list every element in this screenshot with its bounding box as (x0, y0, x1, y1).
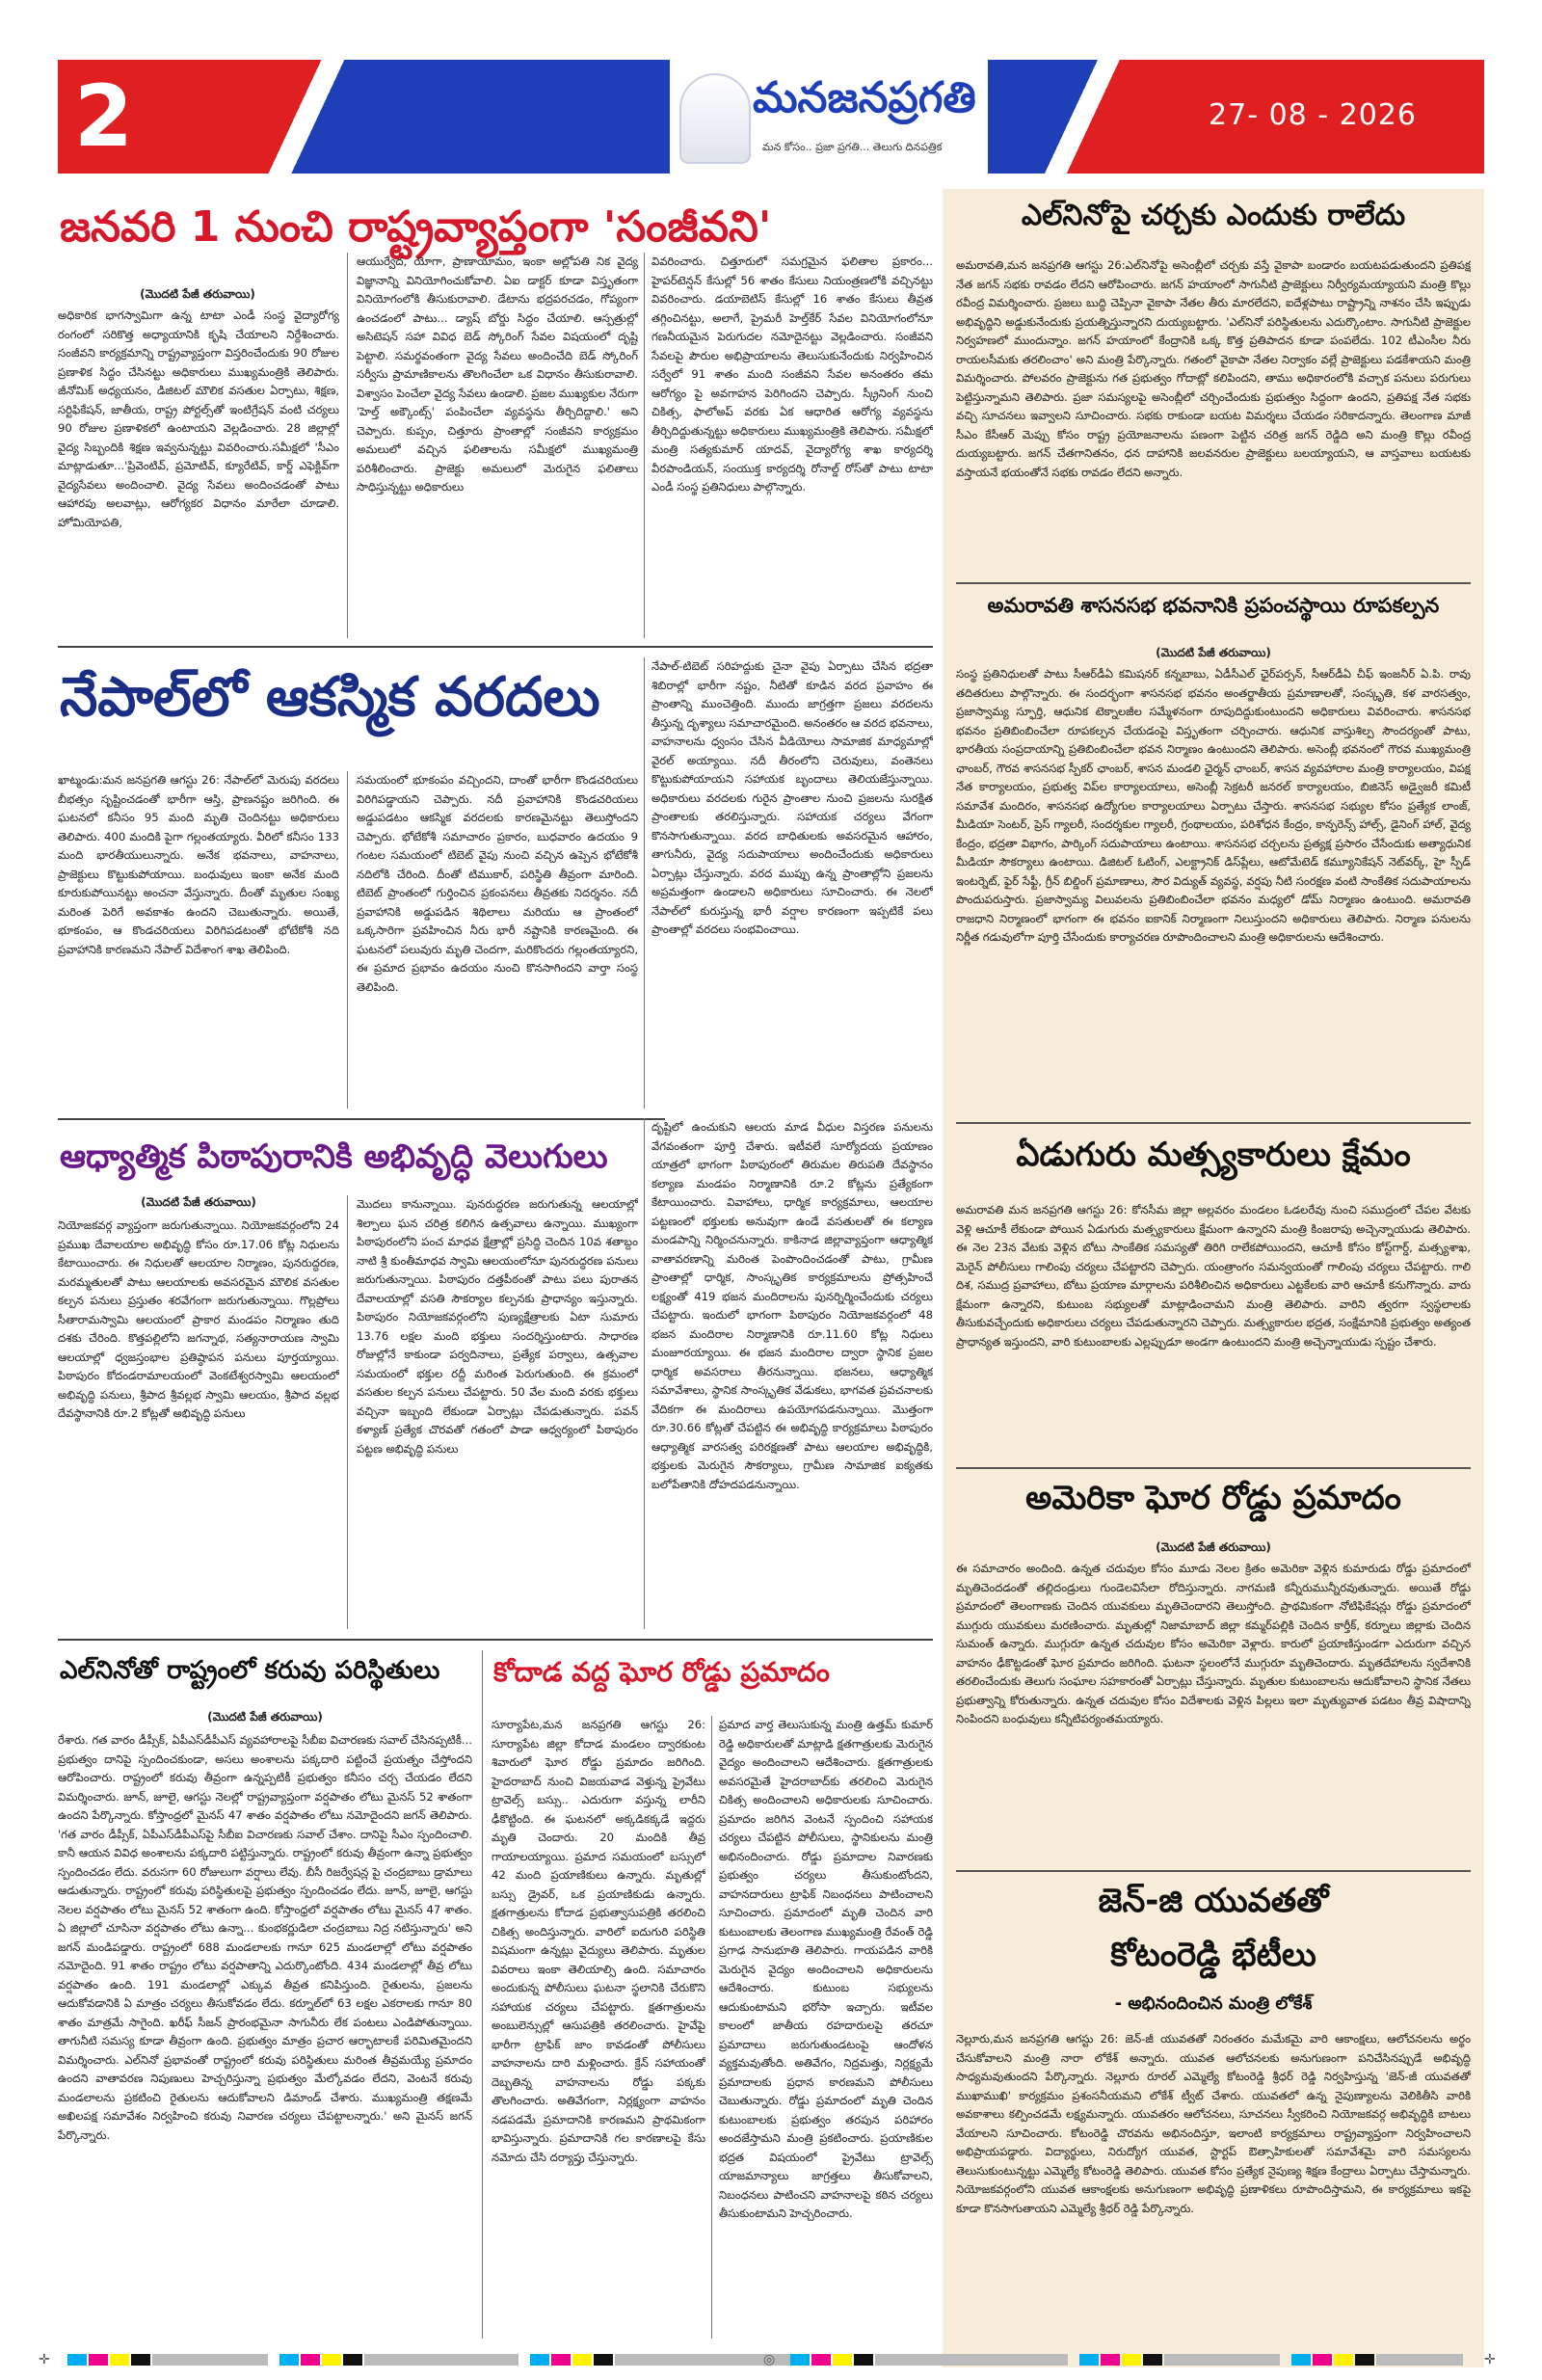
color-bar (833, 2354, 852, 2366)
amaravati-body: సంస్థ ప్రతినిధులతో పాటు సీఆర్‌డీఏ కమిషనర్ కన్నబాబు, ఏడీసీఎల్ ఛైర్‌పర్సన్, సీఆర్‌డీఏ చీఫ్ ఇంజనీర్ ఏ.పి. రావు తదితరులు పాల్గొన్నారు. ఈ సందర్భంగా శాసనసభ భవనం అంతర్జాతీయ ప్రమాణాలతో, సంస్కృతి, కళ వారసత్వం, ప్రజాస్వామ్య స్ఫూర్తి, ఆధునిక టెక్నాలజీల సమ్మేళనంగా రూపుదిద్దుకుంటుందని అధికారులు వివరించారు. శాసనసభ భవనం ప్రతిబింబించేలా రూపకల్పన చేయడంపై విస్తృతంగా చర్చించారు. ఆధునిక వాస్తుశిల్ప సౌందర్యంతో పాటు, భారతీయ సంప్రదాయాన్ని ప్రతిబింబించేలా భవన నిర్మాణం ఉంటుందని తెలిపారు. అసెంబ్లీ భవనంలో గౌరవ ముఖ్యమంత్రి ఛాంబర్, గౌరవ శాసనసభ స్పీకర్ ఛాంబర్, శాసన మండలి ఛైర్మన్ ఛాంబర్, శాసన వ్యవహారాల మంత్రి కార్యాలయం, విపక్ష నేత కార్యాలయం, ప్రభుత్వ విప్‌ల కార్యాలయాలు, అసెంబ్లీ సెక్రటరీ జనరల్ కార్యాలయం, బిజినెస్ అడ్వైజరీ కమిటీ సమావేశ మందిరం, శాసనసభ ఉద్యోగుల కార్యాలయాలు ఏర్పాటు చేస్తారు. శాసనసభ సభ్యుల కోసం ప్రత్యేక లాంజ్, మీడియా సెంటర్, ప్రెస్ గ్యాలరీ, సందర్శకుల గ్యాలరీ, గ్రంథాలయం, పరిశోధన కేంద్రం, కాన్ఫరెన్స్ హాల్స్, డైనింగ్ హాల్, వైద్య కేంద్రం, భద్రతా విభాగం, పార్కింగ్ సదుపాయాలు ఉంటాయి. శాసనసభ చర్చలను ప్రత్యక్ష ప్రసారం చేసేందుకు అత్యాధునిక మీడియా సౌకర్యాలు ఉంటాయి. డిజిటల్ ఓటింగ్, ఎలక్ట్రానిక్ డిస్‌ప్లేలు, ఆటోమేటెడ్ కమ్యూనికేషన్ నెట్‌వర్క్, హై స్పీడ్ ఇంటర్నెట్, ఫైర్ సేఫ్టీ, గ్రీన్ బిల్డింగ్ ప్రమాణాలు, సౌర విద్యుత్ వ్యవస్థ, వర్షపు నీటి సంరక్షణ వంటి సాంకేతిక సదుపాయాలను పొందుపరుస్తారు. ప్రజాస్వామ్య విలువలను ప్రతిబింబించేలా భవనం మధ్యలో డోమ్ నిర్మాణం ఉంటుంది. అమరావతి రాజధాని నిర్మాణంలో భాగంగా ఈ భవనం ఐకానిక్ నిర్మాణంగా నిలుస్తుందని అధికారులు తెలిపారు. నిర్మాణ పనులను నిర్ణీత గడువులోగా పూర్తి చేసేందుకు కార్యాచరణ రూపొందించాలని మంత్రి అధికారులను ఆదేశించారు. (956, 667, 1471, 944)
color-bar (343, 2354, 362, 2366)
masthead-stripe-left (149, 60, 670, 174)
genz-headline-line-1: జెన్-జి యువతతో (1098, 1882, 1329, 1920)
amaravati-headline: అమరావతి శాసనసభ భవనానికి ప్రపంచస్థాయి రూపకల్పన (987, 594, 1440, 617)
nepal-col-3: నేపాల్-టిబెట్ సరిహద్దుకు చైనా వైపు ఏర్పాటు చేసిన భద్రతా శిబిరాల్లో భారీగా నష్టం, నీటితో కూడిన వరద ప్రవాహం ఈ ప్రాంతాన్ని ముంచెత్తింది. ముందు జాగ్రత్తగా ప్రజలు వరదలను తీస్తున్న దృశ్యాలు సమాచారమైంది. అనంతరం ఆ వరద భవనాలు, వాహనాలను ధ్వంసం చేసిన వీడియోలు సామాజిక మాధ్యమాల్లో వైరల్ అయ్యాయి. నదీ తీరంలోని చెరువులు, వంతెనలు కొట్టుకుపోయాయని సహాయక బృందాలు తెలియజేస్తున్నాయి. అధికారులు వరదలకు గురైన ప్రాంతాల నుంచి ప్రజలను సురక్షిత ప్రాంతాలకు తరలిస్తున్నారు. సహాయక చర్యలు వేగంగా కొనసాగుతున్నాయి. వరద బాధితులకు అవసరమైన ఆహారం, తాగునీరు, వైద్య సదుపాయాలు అందించేందుకు అధికారులు ఏర్పాట్లు చేస్తున్నారు. వరద ముప్పు ఉన్న ప్రాంతాల్లోని ప్రజలను అప్రమత్తంగా ఉండాలని అధికారులు సూచించారు. ఈ నెలలో నేపాల్‌లో కురుస్తున్న భారీ వర్షాల కారణంగా ఇప్పటికే పలు ప్రాంతాల్లో వరదలు సంభవించాయి. (651, 659, 933, 936)
color-bar (1376, 2354, 1463, 2366)
color-bar (1101, 2354, 1120, 2366)
drought-continuation: (మొదటి పేజీ తరువాయి) (207, 1710, 323, 1724)
drought-headline: ఎల్‌నినోతో రాష్ట్రంలో కరువు పరిస్థితులు (60, 1656, 440, 1685)
color-bar (594, 2354, 613, 2366)
nepal-col-2: సమయంలో భూకంపం వచ్చిందని, దాంతో భారీగా కొండచరియలు విరిగిపడ్డాయని చెప్పారు. నదీ ప్రవాహానికి కొండచరియలు అడ్డుపడటం ఆకస్మిక వరదలకు కారణమైనట్టు తెలుస్తోందని చెప్పారు. భోటేకోశీ సమాచారం ప్రకారం, బుధవారం ఉదయం 9 గంటల సమయంలో టిబెట్ వైపు నుంచి వచ్చిన ఉప్పెన భోటేకోశీ నదిలోకి చేరింది. దీంతో టిముకార్, పరిస్థితి తీవ్రంగా మారింది. టిబెట్ ప్రాంతంలో గుర్తించిన ప్రకంపనలు తీవ్రతకు నిదర్శనం. నదీ ప్రవాహానికి అడ్డుపడిన శిథిలాలు మరియు ఆ ప్రాంతంలో ఒక్కసారిగా ప్రవహించిన నీరు భారీ నష్టానికి కారణమైంది. ఈ ఘటనలో పలువురు మృతి చెందగా, మరికొందరు గల్లంతయ్యారని, ఈ ప్రమాద ప్రభావం ఉదయం నుంచి కొనసాగిందని వార్తా సంస్థ తెలిపింది. (357, 773, 638, 994)
nepal-col-1: ఖాట్మండు:మన జనప్రగతి ఆగస్టు 26: నేపాల్‌లో మెరుపు వరదలు బీభత్సం సృష్టించడంతో భారీగా ఆస్తి, ప్రాణనష్టం జరిగింది. ఈ ఘటనలో కనీసం 95 మంది మృతి చెందినట్టు అధికారులు తెలిపారు. 400 మందికి పైగా గల్లంతయ్యారు. వీరిలో కనీసం 133 మంది భారతీయులున్నారు. అనేక భవనాలు, వాహనాలు, ప్రాజెక్టులు కొట్టుకుపోయాయి. బంధువులు ఇంకా అనేక మంది కూరుకుపోయినట్టు అంచనా వేస్తున్నారు. దీంతో మృతుల సంఖ్య మరింత పెరిగే అవకాశం ఉందని చెబుతున్నారు. అయితే, భూకంపం, ఆ కొండచరియలు విరిగిపడటంతో భోటేకోశీ నది ప్రవాహానికి కారణమని నేపాల్ విదేశాంగ శాఖ తెలిపింది. (58, 773, 339, 956)
color-bar (572, 2354, 592, 2366)
color-bar (875, 2354, 1068, 2366)
column-divider (644, 1118, 645, 1629)
fishermen-body: అమరావతి మన జనప్రగతి ఆగస్టు 26: కోనసీమ జిల్లా అల్లవరం మండలం ఓడలరేవు నుంచి సముద్రంలో చేపల వేటకు వెళ్లి ఆచూకీ లేకుండా పోయిన ఏడుగురు మత్స్యకారులు క్షేమంగా ఉన్నారని మంత్రి కింజరాపు అచ్చెన్నాయుడు తెలిపారు. ఈ నెల 23న వేటకు వెళ్లిన బోటు సాంకేతిక సమస్యతో తిరిగి రాలేకపోయిందని, ఆచూకీ కోసం కోస్ట్‌గార్డ్, మత్స్యశాఖ, మెరైన్ పోలీసులు గాలింపు చర్యలు చేపట్టారని చెప్పారు. యంత్రాంగం సమన్వయంతో గాలింపు చర్యలు చేపట్టారు. గాలి దిశ, సముద్ర ప్రవాహాలు, బోటు ప్రయాణ మార్గాలను పరిశీలించిన అధికారులు ఎట్టకేలకు వారి ఆచూకీ కనుగొన్నారు. వారు క్షేమంగా ఉన్నారని, కుటుంబ సభ్యులతో మాట్లాడించామని మంత్రి తెలిపారు. వారిని త్వరగా స్వస్థలాలకు తీసుకువచ్చేందుకు అధికారులు చర్యలు చేపడుతున్నారని చెప్పారు. మత్స్యకారుల భద్రత, సంక్షేమానికి ప్రభుత్వం అత్యంత ప్రాధాన్యత ఇస్తుందని, వారి కుటుంబాలకు ఎల్లప్పుడూ అండగా ఉంటుందని మంత్రి అచ్చెన్నాయుడు స్పష్టం చేశారు. (956, 1203, 1471, 1349)
paper-tagline: మన కోసం.. ప్రజా ప్రగతి... తెలుగు దినపత్రిక (762, 141, 943, 153)
pithapuram-headline: ఆధ్యాత్మిక పిఠాపురానికి అభివృద్ధి వెలుగులు (60, 1137, 608, 1176)
masthead (58, 60, 1484, 174)
color-bar (1164, 2354, 1280, 2366)
nepal-headline: నేపాల్‌లో ఆకస్మిక వరదలు (60, 665, 600, 729)
color-bar (811, 2354, 831, 2366)
color-bar (152, 2354, 268, 2366)
color-bar (322, 2354, 341, 2366)
registration-mark-icon: ✛ (39, 2352, 50, 2367)
color-bar (279, 2354, 299, 2366)
elnino-debate-headline: ఎల్‌నినోపై చర్చకు ఎందుకు రాలేదు (1021, 199, 1406, 232)
america-continuation: (మొదటి పేజీ తరువాయి) (1156, 1540, 1271, 1554)
color-bar (1313, 2354, 1332, 2366)
registration-mark-icon: ✛ (1484, 2352, 1496, 2367)
print-registration-strip (39, 2352, 1503, 2367)
column-divider (644, 253, 645, 638)
kodada-col-1: సూర్యాపేట,మన జనప్రగతి ఆగస్టు 26: సూర్యాపేట జిల్లా కోదాడ మండలం ద్వారకుంట శివారులో ఘోర రోడ్డు ప్రమాదం జరిగింది. హైదరాబాద్ నుంచి విజయవాడ వెళ్తున్న ప్రైవేటు ట్రావెల్స్ బస్సు.. ఎదురుగా వస్తున్న లారీని ఢీకొట్టింది. ఈ ఘటనలో అక్కడికక్కడే ఇద్దరు మృతి చెందారు. 20 మందికి తీవ్ర గాయాలయ్యాయి. ప్రమాద సమయంలో బస్సులో 42 మంది ప్రయాణికులు ఉన్నారు. మృతుల్లో బస్సు డ్రైవర్, ఒక ప్రయాణికుడు ఉన్నారు. క్షతగాత్రులను కోదాడ ప్రభుత్వాసుపత్రికి తరలించి చికిత్స అందిస్తున్నారు. వారిలో ఐదుగురి పరిస్థితి విషమంగా ఉన్నట్లు వైద్యులు తెలిపారు. మృతుల వివరాలు ఇంకా తెలియాల్సి ఉంది. సమాచారం అందుకున్న పోలీసులు ఘటనా స్థలానికి చేరుకొని సహాయక చర్యలు చేపట్టారు. క్షతగాత్రులను అంబులెన్సుల్లో ఆసుపత్రికి తరలించారు. హైవేపై భారీగా ట్రాఫిక్ జాం కావడంతో పోలీసులు వాహనాలను దారి మళ్లించారు. క్రేన్ సహాయంతో దెబ్బతిన్న వాహనాలను రోడ్డు పక్కకు తొలగించారు. అతివేగంగా, నిర్లక్ష్యంగా వాహనం నడపడమే ప్రమాదానికి కారణమని ప్రాథమికంగా భావిస్తున్నారు. ప్రమాదానికి గల కారణాలపై కేసు నమోదు చేసి దర్యాప్తు చేస్తున్నారు. (492, 1718, 705, 2164)
amaravati-continuation: (మొదటి పేజీ తరువాయి) (1156, 646, 1271, 659)
column-divider (644, 657, 645, 1109)
america-headline: అమెరికా ఘోర రోడ్డు ప్రమాదం (1025, 1479, 1401, 1517)
color-bar (551, 2354, 571, 2366)
color-bar (131, 2354, 150, 2366)
genz-headline-line-2: కోటంరెడ్డి భేటీలు (1110, 1936, 1316, 1974)
pithapuram-col-1: నియోజకవర్గ వ్యాప్తంగా జరుగుతున్నాయి. నియోజకవర్గంలోని 24 ప్రముఖ దేవాలయాల అభివృద్ధి కోసం రూ.17.06 కోట్ల నిధులను కేటాయించారు. ఈ నిధులతో ఆలయాల నిర్మాణం, పునరుద్ధరణ, మరమ్మతులతో పాటు ఆలయాలకు అవసరమైన మౌలిక వసతుల కల్పన పనులు ప్రస్తుతం శరవేగంగా జరుగుతున్నాయి. గొల్లప్రోలు సీతారామస్వామి ఆలయంలో ప్రాకార మండపం నిర్మాణం తుది దశకు చేరింది. కొత్తపల్లిలోని జగన్నాథ, సత్యనారాయణ స్వామి ఆలయాల్లో ధ్వజస్తంభాల ప్రతిష్ఠాపన పనులు పూర్తయ్యాయి. పిఠాపురం కోదండరామాలయంలో వెంకటేశ్వరస్వామి ఆలయంలో అభివృద్ధి పనులు, శ్రీపాద శ్రీవల్లభ స్వామి ఆలయం, శ్రీపాద వల్లభ దేవస్థానానికి రూ.2 కోట్లతో అభివృద్ధి పనులు (58, 1218, 339, 1420)
column-divider (347, 253, 348, 638)
color-bar (790, 2354, 810, 2366)
kodada-headline: కోదాడ వద్ద ఘోర రోడ్డు ప్రమాదం (493, 1656, 830, 1688)
sanjeevani-col-1: అధికారిక భాగస్వామిగా ఉన్న టాటా ఎండీ సంస్థ వైద్యారోగ్య రంగంలో సరికొత్త అధ్యాయానికి కృషి చేయాలని నిర్దేశించారు. సంజీవని కార్యక్రమాన్ని రాష్ట్రవ్యాప్తంగా విస్తరించేందుకు 90 రోజుల ప్రణాళిక సిద్ధం చేసినట్టు అధికారులు ముఖ్యమంత్రికి తెలిపారు. జీనోమిక్ అధ్యయనం, డిజిటల్ మౌలిక వసతుల ఏర్పాటు, శిక్షణ, సర్టిఫికేషన్, జాతీయ, రాష్ట్ర పోర్టల్స్‌తో ఇంటిగ్రేషన్ వంటి చర్యలు 90 రోజుల ప్రణాళికలో ఉంటాయని వెల్లడించారు. 28 జిల్లాల్లో వైద్య సిబ్బందికి శిక్షణ ఇవ్వనున్నట్టు వివరించారు.సమీక్షలో 'సీఎం మాట్లాడుతూ...'ప్రివెంటివ్, ప్రమోటివ్, క్యూరేటివ్, కార్డ్ ఎఫెక్టివ్‌గా వైద్యసేవలు అందించాలి. వైద్య సేవలు అందించడంతో పాటు ఆహారపు అలవాట్లు, ఆరోగ్యకర విధానం మారేలా చూడాలి. హోమియోపతి, (58, 308, 339, 529)
color-bar (854, 2354, 873, 2366)
pithapuram-col-3: దృష్టిలో ఉంచుకుని ఆలయ మాడ వీధుల విస్తరణ పనులను వేగవంతంగా పూర్తి చేశారు. ఇటీవలే సూర్యోదయ ప్రయాణం యాత్రలో భాగంగా పిఠాపురంలో తిరుమల తిరుపతి దేవస్థానం కల్యాణ మండపం నిర్మాణానికి రూ.2 కోట్లను ప్రత్యేకంగా కేటాయించారు. వివాహాలు, ధార్మిక కార్యక్రమాలు, ఆలయాల పట్టణంలో భక్తులకు అనువుగా ఉండే వసతులతో ఈ కల్యాణ మండపాన్ని నిర్మించనున్నారు. కాకినాడ జిల్లావ్యాప్తంగా ఆధ్యాత్మిక వాతావరణాన్ని మరింత పెంపొందించడంతో పాటు, గ్రామీణ ప్రాంతాల్లో ధార్మిక, సాంస్కృతిక కార్యక్రమాలను ప్రోత్సహించే లక్ష్యంతో 419 భజన మందిరాలను పునర్నిర్మించేందుకు చర్యలు చేపట్టారు. ఇందులో భాగంగా పిఠాపురం నియోజకవర్గంలో 48 భజన మందిరాల నిర్మాణానికి రూ.11.60 కోట్ల నిధులు మంజూరయ్యాయి. ఈ భజన మందిరాల ద్వారా స్థానిక ప్రజల ధార్మిక అవసరాలు తీరనున్నాయి. భజనలు, ఆధ్యాత్మిక సమావేశాలు, స్థానిక సాంస్కృతిక వేడుకలు, భాగవత ప్రవచనాలకు వేదికగా ఈ మందిరాలు ఉపయోగపడనున్నాయి. మొత్తంగా రూ.30.66 కోట్లతో చేపట్టిన ఈ అభివృద్ధి కార్యక్రమాలు పిఠాపురం ఆధ్యాత్మిక వారసత్వ పరిరక్షణతో పాటు ఆలయాల అభివృద్ధికి, భక్తులకు మెరుగైన సౌకర్యాలు, గ్రామీణ సామాజిక ఐక్యతకు బలోపేతానికి దోహదపడనున్నాయి. (651, 1120, 933, 1491)
color-bar (364, 2354, 518, 2366)
genz-body: నెల్లూరు,మన జనప్రగతి ఆగస్టు 26: జెన్-జీ యువతతో నిరంతరం మమేకమై వారి ఆకాంక్షలు, ఆలోచనలను అర్థం చేసుకోవాలని మంత్రి నారా లోకేశ్ అన్నారు. యువత ఆలోచనలకు అనుగుణంగా పనిచేసినప్పుడే అభివృద్ధి సాధ్యమవుతుందని పేర్కొన్నారు. నెల్లూరు రూరల్ ఎమ్మెల్యే కోటంరెడ్డి శ్రీధర్ రెడ్డి నిర్వహిస్తున్న 'జెన్-జీ యువతతో ముఖాముఖి' కార్యక్రమం ప్రశంసనీయమని లోకేశ్ ట్వీట్ చేశారు. యువతలో ఉన్న నైపుణ్యాలను వెలికితీసి వారికి అవకాశాలు కల్పించడమే లక్ష్యమన్నారు. యువతరం ఆలోచనలు, సూచనలు స్వీకరించి నియోజకవర్గ అభివృద్ధికి బాటలు వేయాలని సూచించారు. కోటంరెడ్డి చొరవను అభినందిస్తూ, ఇలాంటి కార్యక్రమాలు రాష్ట్రవ్యాప్తంగా నిర్వహించాలని అభిప్రాయపడ్డారు. విద్యార్థులు, నిరుద్యోగ యువత, స్టార్టప్ ఔత్సాహికులతో సమావేశమై వారి సమస్యలను తెలుసుకుంటున్నట్టు ఎమ్మెల్యే కోటంరెడ్డి తెలిపారు. యువత కోసం ప్రత్యేక నైపుణ్య శిక్షణ కేంద్రాలు ఏర్పాటు చేస్తామన్నారు. నియోజకవర్గంలోని యువత ఆకాంక్షలకు అనుగుణంగా అభివృద్ధి ప్రణాళికలు రూపొందిస్తామని, ఈ కార్యక్రమాలు ఇకపై కూడా కొనసాగుతాయని ఎమ్మెల్యే శ్రీధర్ రెడ్డి పేర్కొన్నారు. (956, 2032, 1471, 2215)
elnino-debate-body: అమరావతి,మన జనప్రగతి ఆగస్టు 26:ఎల్‌నినోపై అసెంబ్లీలో చర్చకు వస్తే వైకాపా బండారం బయటపడుతుందని ప్రతిపక్ష నేత జగన్ సభకు రావడం లేదని ఆరోపించారు. జగన్ హయాంలో సాగునీటి ప్రాజెక్టులు నిర్వీర్యమయ్యాయని మంత్రి కొల్లు రవీంద్ర విమర్శించారు. ప్రజలు బుద్ధి చెప్పినా వైకాపా నేతల తీరు మారలేదని, ఐదేళ్లపాటు రాష్ట్రాన్ని నాశనం చేసి ఇప్పుడు అభివృద్ధిని అడ్డుకునేందుకు ప్రయత్నిస్తున్నారని దుయ్యబట్టారు. 'ఎల్‌నినో పరిస్థితులను ఎదుర్కొంటాం. సాగునీటి ప్రాజెక్టుల నిర్వహణలో ముందున్నాం. జగన్ హయాంలో కేంద్రానికి ఒక్క కొత్త ప్రతిపాదన కూడా పంపలేదు. 102 టీఎంసీల నీరు రాయలసీమకు తరలించాం' అని మంత్రి పేర్కొన్నారు. గతంలో వైకాపా నేతల నిర్వాకం వల్లే ప్రాజెక్టులు పడకేశాయని మంత్రి విమర్శించారు. పోలవరం ప్రాజెక్టును గత ప్రభుత్వం గోదాట్లో కలిపిందని, తాము అధికారంలోకి వచ్చాక పనులు పరుగులు పెట్టిస్తున్నామని తెలిపారు. ప్రజా సమస్యలపై అసెంబ్లీలో చర్చించేందుకు ప్రభుత్వం సిద్ధంగా ఉందని, ప్రతిపక్ష నేత సభకు వచ్చి సూచనలు ఇవ్వాలని సూచించారు. సభకు రాకుండా బయట విమర్శలు చేయడం సరికాదన్నారు. తెలంగాణ మాజీ సీఎం కేసీఆర్ మెప్పు కోసం రాష్ట్ర ప్రయోజనాలను పణంగా పెట్టిన చరిత్ర జగన్ రెడ్డిది అని మంత్రి కొల్లు రవీంద్ర దుయ్యబట్టారు. జగన్ చేతగానితనం, ధన దాహానికి జలవనరుల ప్రాజెక్టులు బలయ్యాయని, ఆ వాస్తవాలు బయటకు వస్తాయనే భయంతోనే సభకు రావడం లేదని అన్నారు. (956, 258, 1471, 479)
color-bar (615, 2354, 808, 2366)
color-bar (1079, 2354, 1099, 2366)
sanjeevani-col-3: వివరించారు. చిత్తూరులో సమగ్రమైన ఫలితాల ప్రకారం... హైపర్‌టెన్షన్ కేసుల్లో 56 శాతం కేసులు నియంత్రణలోకి వచ్చినట్టు వివరించారు. డయాబెటిస్ కేసుల్లో 16 శాతం కేసులు తీవ్రత తగ్గించినట్టు, అలాగే, ప్రైమరీ హెల్త్‌కేర్ సేవల వినియోగంలోనూ గణనీయమైన పెరుగుదల నమోదైనట్టు వెల్లడించారు. సంజీవని సేవలపై పౌరుల అభిప్రాయాలను తెలుసుకునేందుకు నిర్వహించిన సర్వేలో 91 శాతం మంది సంజీవని సేవల అనంతరం తమ ఆరోగ్యం పై అవగాహన పెరిగిందని చెప్పారు. స్క్రీనింగ్ నుంచి చికిత్స, ఫాలోఅప్ వరకు ఏక ఆధారిత ఆరోగ్య వ్యవస్థను తీర్చిదిద్దుతున్నట్టు అధికారులు ముఖ్యమంత్రికి తెలిపారు. సమీక్షలో మంత్రి సత్యకుమార్ యాదవ్, వైద్యారోగ్య శాఖ కార్యదర్శి వీరపాండియన్, సంయుక్త కార్యదర్శి రోనాల్డ్ రోస్‌తో పాటు టాటా ఎండీ సంస్థ ప్రతినిధులు పాల్గొన్నారు. (651, 254, 933, 494)
column-divider (347, 1195, 348, 1629)
masthead-stripe-right (988, 60, 1484, 174)
drought-body: రేశారు. గత వారం డీప్సీక్, ఏపీఎస్‌డీపీఎస్ వ్యవహారాలపై సీబీఐ విచారణకు సవాల్ చేసినప్పటికీ... ప్రభుత్వం దానిపై స్పందించకుండా, అసలు అంశాలను పక్కదారి పట్టించే ప్రయత్నం చేస్తోందని ఆరోపించారు. రాష్ట్రంలో కరువు తీవ్రంగా ఉన్నప్పటికీ ప్రభుత్వం కనీసం చర్చ చేయడం లేదని విమర్శించారు. జూన్, జూలై, ఆగస్టు నెలల్లో రాష్ట్రవ్యాప్తంగా వర్షపాతం లోటు మైనస్ 52 శాతంగా ఉందని పేర్కొన్నారు. కోస్తాంధ్రలో మైనస్ 47 శాతం వర్షపాతం లోటు నమోదైందని జగన్ తెలిపారు. 'గత వారం డీప్సీక్, ఏపీఎస్‌డీపీఎస్‌పై సీబీఐ విచారణకు సవాల్ చేశాం. దానిపై సీఎం స్పందించాలి. కానీ ఆయన వివిధ అంశాలను పక్కదారి పట్టిస్తున్నారు. రాష్ట్రంలో కరువు తీవ్రంగా ఉన్నా ప్రభుత్వం స్పందించడం లేదు. వరుసగా 60 రోజులుగా వర్షాలు లేవు. బీసీ రిజర్వేషన్ల పై చంద్రబాబు డ్రామాలు ఆడుతున్నారు. రాష్ట్రంలో కరువు పరిస్థితులపై ప్రభుత్వం స్పందించడం లేదు. జూన్, జూలై, ఆగస్టు నెలల వర్షపాతం లోటు మైనస్ 52 శాతంగా ఉంది. కోస్తాంధ్రలో వర్షపాతం లోటు మైనస్ 47 శాతం. ఏ జిల్లాలో చూసినా వర్షపాతం లోటు ఉన్నా... కుంభకర్ణుడిలా చంద్రబాబు నిద్ర నటిస్తున్నారు' అని జగన్ మండిపడ్డారు. రాష్ట్రంలో 688 మండలాలకు గానూ 625 మండలాల్లో లోటు వర్షపాతం నమోదైంది. 91 శాతం రాష్ట్రం లోటు వర్షపాతాన్ని ఎదుర్కొంటోంది. 434 మండలాల్లో తీవ్ర లోటు వర్షపాతం ఉంది. 191 మండలాల్లో ఎక్కువ తీవ్రత కనిపిస్తుంది. రైతులను, ప్రజలను ఆదుకోవడానికి ఏ మాత్రం చర్యలు తీసుకోవడం లేదు. కర్నూల్‌లో 63 లక్షల ఎకరాలకు గానూ 80 శాతం మాత్రమే సాగైంది. ఖరీఫ్ సీజన్ ప్రారంభమైనా సాగునీరు లేక పంటలు ఎండిపోతున్నాయి. తాగునీటి సమస్య కూడా తీవ్రంగా ఉంది. ప్రభుత్వం మాత్రం ప్రచార ఆర్భాటాలకే పరిమితమైందని విమర్శించారు. ఎల్‌నినో ప్రభావంతో రాష్ట్రంలో కరువు పరిస్థితులు మరింత తీవ్రమయ్యే ప్రమాదం ఉందని వాతావరణ నిపుణులు హెచ్చరిస్తున్నా ప్రభుత్వం మేల్కోవడం లేదని, వెంటనే కరువు మండలాలను ప్రకటించి రైతులను ఆదుకోవాలని డిమాండ్ చేశారు. ముఖ్యమంత్రి తక్షణమే అఖిలపక్ష సమావేశం నిర్వహించి కరువు నివారణ చర్యలు చేపట్టాలన్నారు.' అని మైనస్ జగన్ పేర్కొన్నారు. (58, 1733, 472, 2142)
color-bar (89, 2354, 108, 2366)
color-bar (1291, 2354, 1311, 2366)
sidebar (943, 189, 1484, 2367)
america-body: ఈ సమాచారం అందింది. ఉన్నత చదువుల కోసం మూడు నెలల క్రితం అమెరికా వెళ్లిన కుమారుడు రోడ్డు ప్రమాదంలో మృతిచెందడంతో తల్లిదండ్రులు గుండెలవిసేలా రోదిస్తున్నారు. నాగమణి కన్నీరుమున్నీరవుతున్నారు. అయితే రోడ్డు ప్రమాదంలో తెలంగాణకు చెందిన యువకులు మృతిచెందారని తెలుస్తోంది. ప్రాథమికంగా నోటిఫికేషన్లు రోడ్డు ప్రమాదంలో ముగ్గురు యువకులు మరణించారు. మృతుల్లో నిజామాబాద్ జిల్లా కమ్మర్‌పల్లికి చెందిన కార్తీక్, కర్నూలు జిల్లాకు చెందిన సుమంత్ ఉన్నారు. ముగ్గురూ ఉన్నత చదువుల కోసం అమెరికా వెళ్లారు. కారులో ప్రయాణిస్తుండగా ఎదురుగా వచ్చిన వాహనం ఢీకొట్టడంతో ఘోర ప్రమాదం జరిగింది. ఘటనా స్థలంలోనే ముగ్గురూ మృతిచెందారు. మృతదేహాలను స్వదేశానికి తరలించేందుకు తెలుగు సంఘాల సహకారంతో ఏర్పాట్లు చేస్తున్నారు. మృతుల కుటుంబాలను ఆదుకోవాలని స్థానిక నేతలు ప్రభుత్వాన్ని కోరుతున్నారు. ఉన్నత చదువుల కోసం విదేశాలకు వెళ్లిన పిల్లలు ఇలా మృత్యువాత పడటం తీవ్ర విషాదాన్ని నింపిందని బంధువులు కన్నీటిపర్యంతమయ్యారు. (956, 1562, 1471, 1725)
color-bar (1143, 2354, 1162, 2366)
color-bar (1355, 2354, 1374, 2366)
column-divider (347, 771, 348, 1109)
column-divider (482, 1650, 483, 2339)
logo-emblem-icon (679, 73, 751, 164)
sanjeevani-headline: జనవరి 1 నుంచి రాష్ట్రవ్యాప్తంగా 'సంజీవని' (60, 202, 772, 252)
pithapuram-col-2: మొదలు కానున్నాయి. పునరుద్ధరణ జరుగుతున్న ఆలయాల్లో శిల్పాలు ఘన చరిత్ర కలిగిన ఉత్సవాలు ఉన్నాయి. ముఖ్యంగా పిఠాపురంలోని పంచ మాధవ క్షేత్రాల్లో ప్రసిద్ధి చెందిన 10వ శతాబ్దం నాటి శ్రీ కుంతీమాధవ స్వామి ఆలయంలోనూ పునరుద్ధరణ పనులు జరుగుతున్నాయి. పిఠాపురం దత్తపీఠంతో పాటు పలు పురాతన దేవాలయాల్లో వసతి సౌకర్యాల కల్పనకు ప్రాధాన్యం ఇస్తున్నారు. పిఠాపురం నియోజకవర్గంలోని పుణ్యక్షేత్రాలకు ఏటా సుమారు 13.76 లక్షల మంది భక్తులు సందర్శిస్తుంటారు. సాధారణ రోజుల్లోనే కాకుండా పర్వదినాలు, ప్రత్యేక పర్వాలు, ఉత్సవాల సమయంలో భక్తుల రద్దీ మరింత పెరుగుతుంది. ఈ క్రమంలో వసతుల కల్పన పనులు చేపట్టారు. 50 వేల మంది వరకు భక్తులు వచ్చినా ఇబ్బంది లేకుండా ఏర్పాట్లు చేపడుతున్నారు. పవన్ కళ్యాణ్ ప్రత్యేక చొరవతో గతంలో పాడా ఆధ్వర్యంలో పిఠాపురం పట్టణ అభివృద్ధి పనులు (357, 1197, 638, 1456)
registration-mark-icon: ◎ (763, 2352, 776, 2367)
genz-subheadline: - అభినందించిన మంత్రి లోకేశ్ (1114, 1993, 1313, 2014)
fishermen-headline: ఏడుగురు మత్స్యకారులు క్షేమం (1016, 1136, 1411, 1174)
section-divider (58, 646, 933, 648)
section-divider (58, 1118, 665, 1120)
section-divider (58, 1639, 933, 1641)
sidebar-divider (956, 1870, 1471, 1872)
paper-name: మనజనప్రగతి (753, 73, 976, 122)
issue-date: 27- 08 - 2026 (1209, 98, 1417, 132)
sidebar-divider (956, 582, 1471, 584)
page-number: 2 (73, 67, 134, 166)
pithapuram-continuation: (మొదటి పేజీ తరువాయి) (141, 1195, 256, 1209)
color-bar (1334, 2354, 1353, 2366)
sidebar-divider (956, 1122, 1471, 1124)
color-bar (1122, 2354, 1141, 2366)
masthead-logo (670, 60, 988, 174)
column-divider (711, 1716, 712, 2339)
color-bar (530, 2354, 549, 2366)
sanjeevani-col-2: ఆయుర్వేద, యోగా, ప్రాణాయామం, ఇంకా అల్లోపతి నిక వైద్య విజ్ఞానాన్ని వినియోగించుకోవాలి. ఏఐ డాక్టర్ కూడా విస్తృతంగా వినియోగంలోకి తీసుకురావాలి. డేటాను భద్రపరచడం, గోప్యంగా ఉంచడంలో పాటు... డ్యాష్ బోర్డు సిద్ధం చేయాలి. ఆస్పత్రుల్లో అసిటెషన్ సహా వివిధ బెడ్ స్కోరింగ్ సేవల విషయంలో దృష్టి పెట్టాలి. సమర్థవంతంగా వైద్య సేవలు అందించేది బెడ్ స్కోరింగ్ సర్వీసు ప్రామాణికాలను తొలగించేలా ఒక విధానం తీసుకురావాలి. విశ్వాసం పెంచేలా వైద్య సేవలు ఉండాలి. ప్రజల ముఖ్యకుల నేరుగా 'హెల్త్ అక్కౌంట్స్' పంపించేలా వ్యవస్థను తీర్చిదిద్దాలి.' అని చెప్పారు. కుప్పం, చిత్తూరు ప్రాంతాల్లో సంజీవని కార్యక్రమం అమలులో వచ్చిన ఫలితాలను సమీక్షలో ముఖ్యమంత్రి పరిశీలించారు. ప్రాజెక్టు అమలులో మెరుగైన ఫలితాలు సాధిస్తున్నట్టు అధికారులు (357, 254, 638, 494)
sidebar-divider (956, 1467, 1471, 1469)
color-bar (301, 2354, 320, 2366)
color-bar (110, 2354, 129, 2366)
color-bar (67, 2354, 87, 2366)
kodada-col-2: ప్రమాద వార్త తెలుసుకున్న మంత్రి ఉత్తమ్ కుమార్ రెడ్డి అధికారులతో మాట్లాడి క్షతగాత్రులకు మెరుగైన వైద్యం అందించాలని ఆదేశించారు. క్షతగాత్రులకు అవసరమైతే హైదరాబాద్‌కు తరలించి మెరుగైన చికిత్స అందించాలని అధికారులకు సూచించారు. ప్రమాదం జరిగిన వెంటనే స్పందించి సహాయక చర్యలు చేపట్టిన పోలీసులు, స్థానికులను మంత్రి అభినందించారు. రోడ్డు ప్రమాదాల నివారణకు ప్రభుత్వం చర్యలు తీసుకుంటోందని, వాహనదారులు ట్రాఫిక్ నిబంధనలు పాటించాలని సూచించారు. ప్రమాదంలో మృతి చెందిన వారి కుటుంబాలకు తెలంగాణ ముఖ్యమంత్రి రేవంత్ రెడ్డి ప్రగాఢ సానుభూతి తెలిపారు. గాయపడిన వారికి మెరుగైన వైద్యం అందించాలని అధికారులను ఆదేశించారు. కుటుంబ సభ్యులను ఆదుకుంటామని భరోసా ఇచ్చారు. ఇటీవల కాలంలో జాతీయ రహదారులపై తరచూ ప్రమాదాలు జరుగుతుండటంపై ఆందోళన వ్యక్తమవుతోంది. అతివేగం, నిద్రమత్తు, నిర్లక్ష్యమే ప్రమాదాలకు ప్రధాన కారణమని పోలీసులు చెబుతున్నారు. రోడ్డు ప్రమాదంలో మృతి చెందిన కుటుంబాలకు ప్రభుత్వం తరపున పరిహారం అందజేస్తామని మంత్రి ప్రకటించారు. ప్రయాణికుల భద్రత విషయంలో ప్రైవేటు ట్రావెల్స్ యాజమాన్యాలు జాగ్రత్తలు తీసుకోవాలని, నిబంధనలు పాటించని వాహనాలపై కఠిన చర్యలు తీసుకుంటామని హెచ్చరించారు. (719, 1718, 933, 2220)
sanjeevani-continuation: (మొదటి పేజీ తరువాయి) (140, 287, 255, 301)
